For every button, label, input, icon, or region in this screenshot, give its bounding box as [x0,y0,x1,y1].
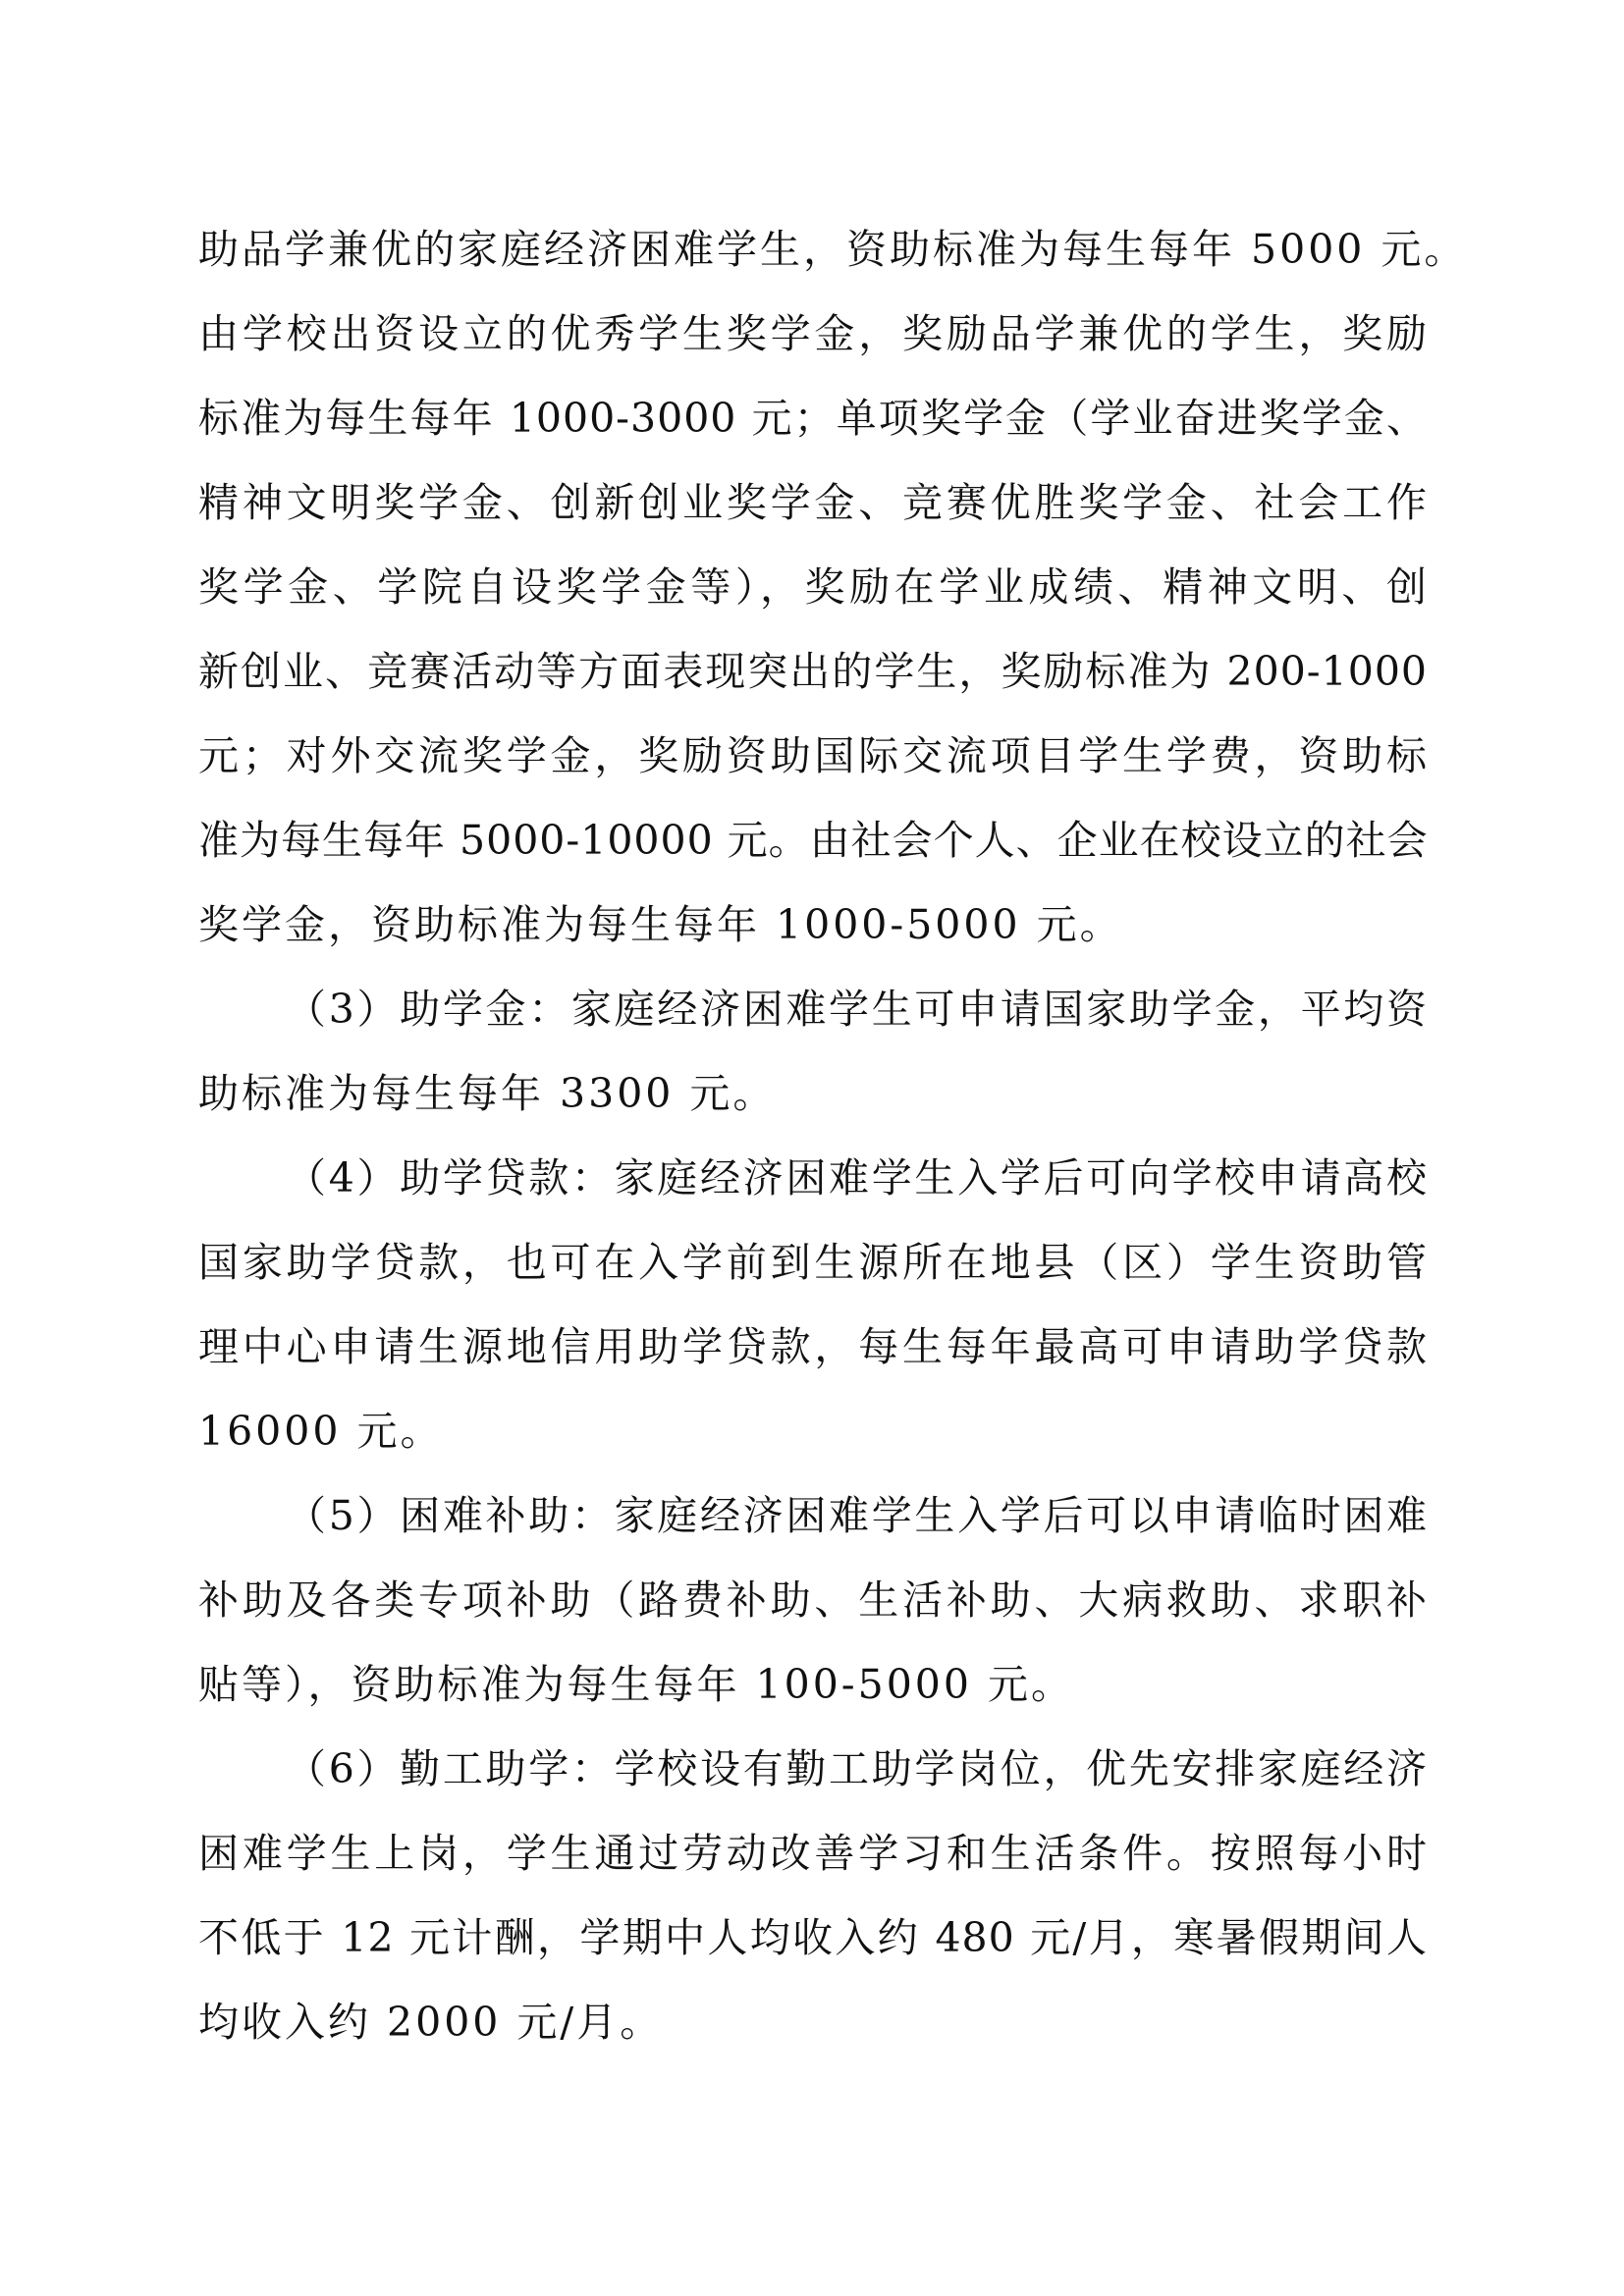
document-body [198,207,1468,2064]
text-line: 理中心申请生源地信用助学贷款，每生每年最高可申请助学贷款 [198,1323,1428,1370]
text-line: 助标准为每生每年 3300 元。 [198,1070,777,1117]
paragraph-heading-work-study: （6）勤工助学：学校设有勤工助学岗位，优先安排家庭经济 [286,1745,1428,1792]
text-line: 由学校出资设立的优秀学生奖学金，奖励品学兼优的学生，奖励 [198,310,1428,357]
text-line: 奖学金，资助标准为每生每年 1000-5000 元。 [198,901,1123,948]
text-line: 准为每生每年 5000-10000 元。由社会个人、企业在校设立的社会 [198,817,1429,864]
text-line: 助品学兼优的家庭经济困难学生，资助标准为每生每年 5000 元。 [198,226,1468,273]
text-line: 困难学生上岗，学生通过劳动改善学习和生活条件。按照每小时 [198,1830,1428,1877]
text-line: 补助及各类专项补助（路费补助、生活补助、大病救助、求职补 [198,1576,1428,1624]
text-line: 精神文明奖学金、创新创业奖学金、竞赛优胜奖学金、社会工作 [198,479,1428,526]
text-line: 国家助学贷款，也可在入学前到生源所在地县（区）学生资助管 [198,1239,1428,1286]
paragraph-heading-grant: （3）助学金：家庭经济困难学生可申请国家助学金，平均资 [286,986,1428,1033]
text-line: 新创业、竞赛活动等方面表现突出的学生，奖励标准为 200-1000 [198,648,1428,695]
text-line: 标准为每生每年 1000-3000 元；单项奖学金（学业奋进奖学金、 [198,395,1428,442]
text-line: 不低于 12 元计酬，学期中人均收入约 480 元/月，寒暑假期间人 [198,1914,1428,1961]
text-line: 贴等），资助标准为每生每年 100-5000 元。 [198,1661,1075,1708]
text-line: 元；对外交流奖学金，奖励资助国际交流项目学生学费，资助标 [198,732,1428,779]
paragraph-heading-loan: （4）助学贷款：家庭经济困难学生入学后可向学校申请高校 [286,1154,1428,1201]
text-line: 16000 元。 [198,1408,444,1455]
paragraph-heading-hardship-subsidy: （5）困难补助：家庭经济困难学生入学后可以申请临时困难 [286,1492,1428,1539]
text-line: 均收入约 2000 元/月。 [198,1999,664,2046]
text-line: 奖学金、学院自设奖学金等），奖励在学业成绩、精神文明、创 [198,563,1428,611]
